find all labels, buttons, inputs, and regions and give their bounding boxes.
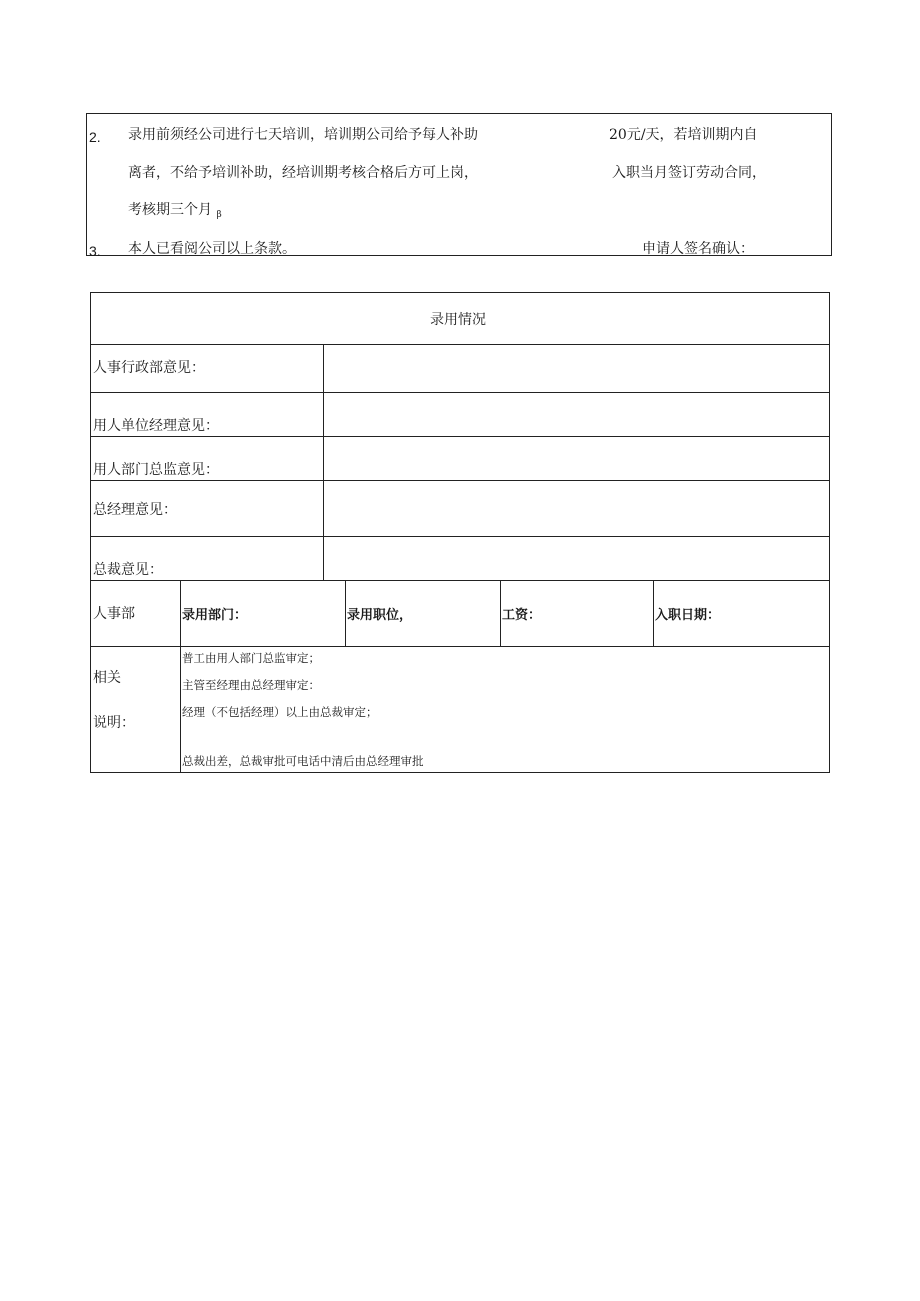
- note-item: 普工由用人部门总监审定；: [182, 651, 320, 665]
- president-opinion-field[interactable]: [329, 541, 819, 575]
- terms-box: [86, 113, 832, 259]
- salary-label[interactable]: 工资：: [502, 607, 542, 622]
- item-2-line3: [128, 202, 222, 220]
- row-divider: [91, 646, 829, 647]
- row-divider: [91, 580, 829, 581]
- dept-director-opinion-label: 用人部门总监意见：: [93, 462, 219, 478]
- general-manager-opinion-label: 总经理意见：: [93, 502, 177, 518]
- general-manager-opinion-field[interactable]: [329, 485, 819, 531]
- notes-label-line1: 相关: [93, 670, 121, 686]
- start-date-label[interactable]: 入职日期：: [655, 607, 721, 622]
- hired-department-label[interactable]: 录用部门：: [182, 607, 248, 622]
- note-item: 经理（不包括经理）以上由总裁审定；: [182, 705, 378, 719]
- hr-dept-label: 人事部: [93, 606, 135, 622]
- dept-director-opinion-field[interactable]: [329, 441, 819, 475]
- unit-manager-opinion-label: 用人单位经理意见：: [93, 418, 219, 434]
- row-divider: [91, 480, 829, 481]
- row-divider: [91, 436, 829, 437]
- employment-form: [90, 292, 830, 773]
- applicant-signature-label: 申请人签名确认：: [642, 241, 754, 257]
- hr-admin-opinion-field[interactable]: [329, 349, 819, 387]
- president-opinion-label: 总裁意见：: [93, 562, 163, 578]
- item-3-text: 本人已看阅公司以上条款。: [128, 241, 296, 257]
- item-2-number: 2.: [89, 129, 101, 145]
- row-divider: [91, 536, 829, 537]
- item-3-number: 3.: [89, 243, 101, 259]
- row-divider: [91, 344, 829, 345]
- hired-position-label[interactable]: 录用职位，: [347, 607, 413, 622]
- column-divider: [180, 580, 181, 772]
- note-item: 总裁出差，总裁审批可电话中清后由总经理审批: [182, 754, 424, 768]
- hr-admin-opinion-label: 人事行政部意见：: [93, 360, 205, 376]
- column-divider: [500, 580, 501, 646]
- item-2-line3-text: 考核期三个月: [128, 202, 212, 218]
- column-divider: [653, 580, 654, 646]
- form-title: 录用情况: [430, 312, 486, 328]
- note-item: 主管至经理由总经理审定：: [182, 678, 320, 692]
- row-divider: [91, 392, 829, 393]
- column-divider: [323, 344, 324, 580]
- unit-manager-opinion-field[interactable]: [329, 397, 819, 431]
- item-2-line1-right: 20元/天，若培训期内自: [609, 127, 758, 143]
- column-divider: [345, 580, 346, 646]
- item-2-line1-left: 录用前须经公司进行七天培训，培训期公司给予每人补助: [128, 127, 478, 143]
- notes-label-line2: 说明：: [93, 715, 135, 731]
- item-2-line2-right: 入职当月签订劳动合同，: [612, 165, 766, 181]
- item-2-line3-mark: β: [216, 210, 222, 220]
- item-2-line2-left: 离者，不给予培训补助，经培训期考核合格后方可上岗，: [128, 165, 478, 181]
